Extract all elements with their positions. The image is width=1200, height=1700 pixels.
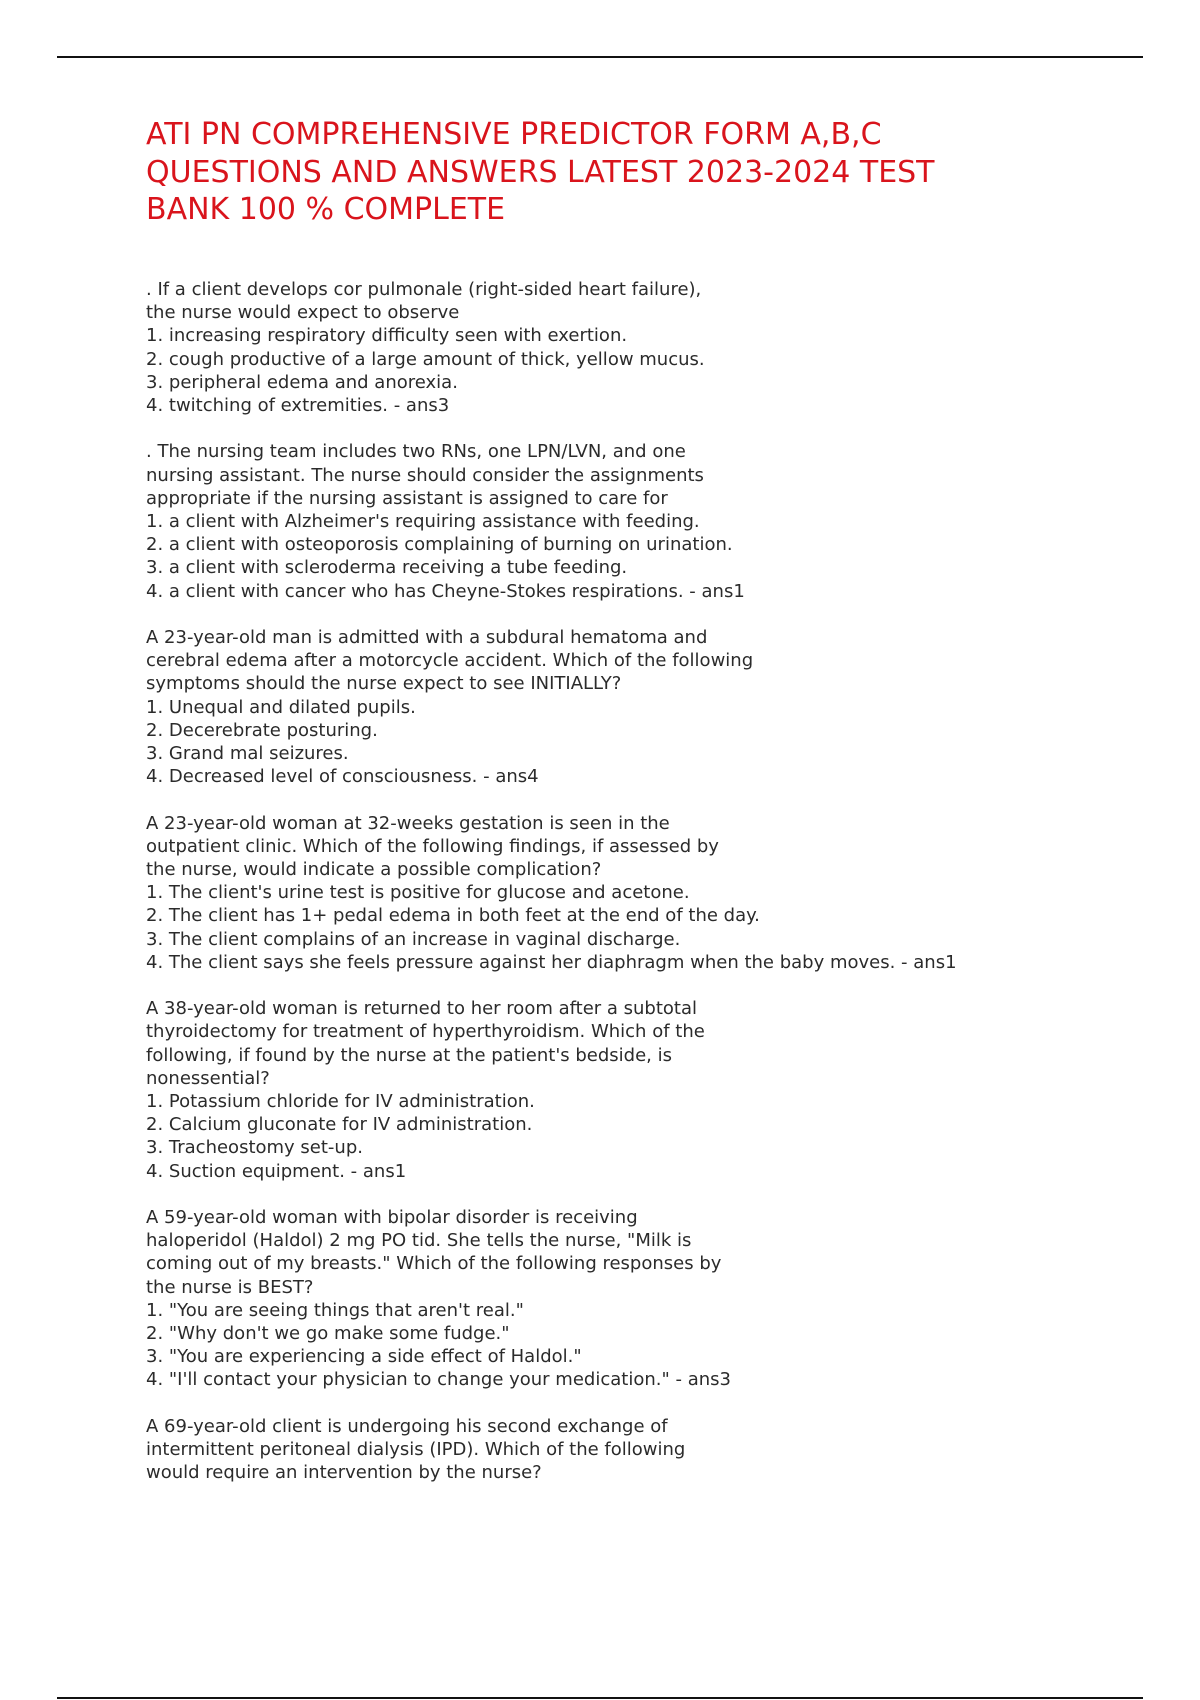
question-stem-line: A 23-year-old man is admitted with a subdural hematoma and <box>146 627 708 649</box>
answer-option: 4. "I'll contact your physician to change your medication." - ans3 <box>146 1369 731 1391</box>
answer-option: 1. increasing respiratory difficulty seen with exertion. <box>146 325 628 347</box>
question-stem-line: appropriate if the nursing assistant is assigned to care for <box>146 487 668 509</box>
answer-option: 3. Grand mal seizures. <box>146 743 349 765</box>
question-block <box>146 1415 1146 1485</box>
answer-option: 4. The client says she feels pressure against her diaphragm when the baby moves. - ans1 <box>146 951 957 973</box>
bottom-rule <box>57 1697 1143 1699</box>
answer-option: 2. cough productive of a large amount of thick, yellow mucus. <box>146 348 705 370</box>
question-stem-line: the nurse is BEST? <box>146 1276 314 1298</box>
answer-option: 2. "Why don't we go make some fudge." <box>146 1323 510 1345</box>
answer-option: 4. Decreased level of consciousness. - ans4 <box>146 766 539 788</box>
question-block <box>146 997 1146 1183</box>
answer-option: 2. Decerebrate posturing. <box>146 719 378 741</box>
answer-option: 4. a client with cancer who has Cheyne-Stokes respirations. - ans1 <box>146 580 745 602</box>
answer-option: 2. a client with osteoporosis complaining of burning on urination. <box>146 534 733 556</box>
question-stem-line: the nurse would expect to observe <box>146 302 460 324</box>
title-line: BANK 100 % COMPLETE <box>146 192 506 227</box>
title-line: QUESTIONS AND ANSWERS LATEST 2023-2024 TEST <box>146 154 935 190</box>
document-title <box>146 116 1046 229</box>
question-block <box>146 278 1146 417</box>
question-stem-line: would require an intervention by the nurse? <box>146 1462 542 1484</box>
answer-option: 1. a client with Alzheimer's requiring assistance with feeding. <box>146 511 700 533</box>
question-stem-line: A 59-year-old woman with bipolar disorder is receiving <box>146 1207 638 1229</box>
answer-option: 4. Suction equipment. - ans1 <box>146 1160 407 1182</box>
question-stem-line: A 69-year-old client is undergoing his second exchange of <box>146 1415 668 1437</box>
answer-option: 2. Calcium gluconate for IV administration. <box>146 1114 533 1136</box>
answer-option: 1. Unequal and dilated pupils. <box>146 696 416 718</box>
question-stem-line: . If a client develops cor pulmonale (right-sided heart failure), <box>146 279 702 300</box>
answer-option: 2. The client has 1+ pedal edema in both feet at the end of the day. <box>146 905 760 927</box>
question-stem-line: nursing assistant. The nurse should consider the assignments <box>146 464 704 486</box>
answer-option: 3. The client complains of an increase in vaginal discharge. <box>146 928 681 950</box>
question-block <box>146 1206 1146 1392</box>
answer-option: 1. The client's urine test is positive for glucose and acetone. <box>146 882 690 904</box>
question-stem-line: . The nursing team includes two RNs, one LPN/LVN, and one <box>146 441 686 463</box>
answer-option: 1. "You are seeing things that aren't real." <box>146 1299 524 1321</box>
question-stem-line: haloperidol (Haldol) 2 mg PO tid. She tells the nurse, "Milk is <box>146 1230 692 1252</box>
question-stem-line: cerebral edema after a motorcycle accident. Which of the following <box>146 650 754 672</box>
question-stem-line: following, if found by the nurse at the patient's bedside, is <box>146 1044 672 1066</box>
question-stem-line: the nurse, would indicate a possible complication? <box>146 859 602 881</box>
question-block <box>146 440 1146 602</box>
question-block <box>146 812 1146 974</box>
question-list <box>146 278 1146 1508</box>
question-stem-line: intermittent peritoneal dialysis (IPD). Which of the following <box>146 1439 686 1461</box>
question-stem-line: outpatient clinic. Which of the following findings, if assessed by <box>146 835 719 857</box>
title-line: ATI PN COMPREHENSIVE PREDICTOR FORM A,B,C <box>146 117 882 152</box>
question-stem-line: nonessential? <box>146 1067 270 1089</box>
answer-option: 3. "You are experiencing a side effect of Haldol." <box>146 1346 582 1368</box>
question-stem-line: symptoms should the nurse expect to see INITIALLY? <box>146 673 622 695</box>
question-block <box>146 626 1146 788</box>
answer-option: 3. a client with scleroderma receiving a tube feeding. <box>146 557 628 579</box>
answer-option: 3. Tracheostomy set-up. <box>146 1137 363 1159</box>
answer-option: 3. peripheral edema and anorexia. <box>146 371 458 393</box>
question-stem-line: A 23-year-old woman at 32-weeks gestation is seen in the <box>146 812 670 834</box>
top-rule <box>57 56 1143 58</box>
question-stem-line: A 38-year-old woman is returned to her room after a subtotal <box>146 998 698 1020</box>
answer-option: 4. twitching of extremities. - ans3 <box>146 395 450 417</box>
answer-option: 1. Potassium chloride for IV administration. <box>146 1091 535 1113</box>
question-stem-line: coming out of my breasts." Which of the following responses by <box>146 1253 722 1275</box>
question-stem-line: thyroidectomy for treatment of hyperthyroidism. Which of the <box>146 1021 705 1043</box>
